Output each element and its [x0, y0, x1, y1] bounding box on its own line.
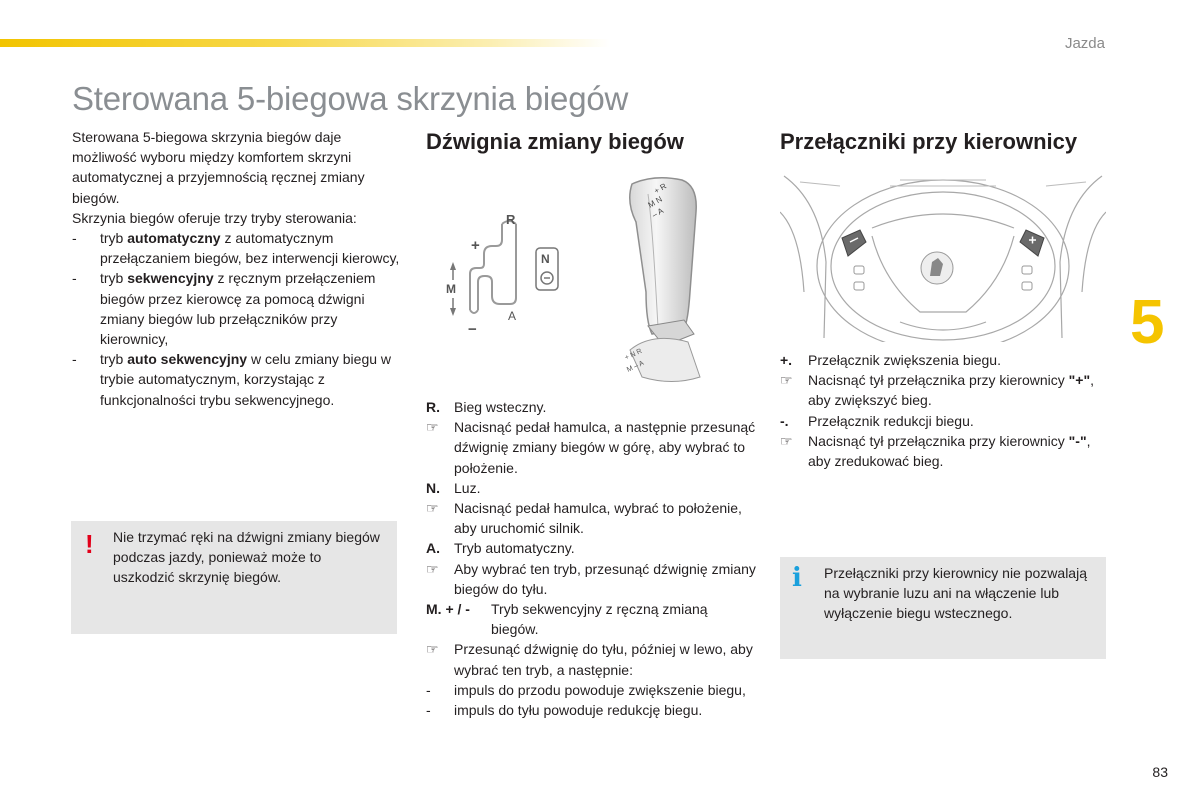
list-item: - impuls do tyłu powoduje redukcję biegu.	[426, 702, 703, 719]
gate-label-a: A	[508, 309, 517, 323]
intro-column	[72, 127, 402, 410]
info-box	[780, 557, 1106, 659]
lever-column	[426, 127, 758, 157]
paddles-heading: Przełączniki przy kierownicy	[780, 129, 1078, 154]
header-accent-bar	[0, 39, 610, 47]
paddles-column	[780, 127, 1110, 157]
list-marker: -	[72, 351, 77, 368]
gate-label-plus: +	[471, 237, 480, 254]
list-marker: -	[72, 230, 77, 247]
lever-instructions	[426, 397, 758, 720]
gate-label-n: N	[541, 252, 550, 266]
up-arrow-icon	[450, 262, 456, 270]
mode-item: - tryb automatyczny z automatycznym przełączaniem biegów, bez interwencji kierowcy,	[72, 230, 400, 267]
svg-text:– A: – A	[650, 206, 666, 220]
lever-heading: Dźwignia zmiany biegów	[426, 129, 684, 154]
gate-label-m: M	[446, 282, 456, 296]
steering-wheel-illustration	[780, 172, 1106, 342]
list-item: N. Luz.	[426, 479, 481, 496]
gear-gate-diagram	[440, 210, 570, 330]
svg-text:+ N R: + N R	[623, 347, 644, 362]
page-title: Sterowana 5-biegowa skrzynia biegów	[72, 80, 629, 117]
gate-label-minus: −	[468, 321, 477, 330]
warning-box	[71, 521, 397, 634]
list-item: +. Przełącznik zwiększenia biegu.	[780, 352, 1001, 368]
list-item: ☞ Nacisnąć pedał hamulca, a następnie przesunąć dźwignię zmiany biegów w górę, aby wybrać to położenie.	[426, 419, 756, 476]
list-item: ☞ Przesunąć dźwignię do tyłu, później w lewo, aby wybrać ten tryb, a następnie:	[426, 641, 753, 678]
exclamation-icon: !	[85, 529, 94, 559]
svg-text:+ R: + R	[652, 181, 668, 196]
info-icon: i	[792, 563, 802, 593]
list-item: ☞ Nacisnąć tył przełącznika przy kierownicy "+", aby zwiększyć bieg.	[780, 372, 1094, 409]
list-item: -. Przełącznik redukcji biegu.	[780, 412, 974, 429]
info-text: Przełączniki przy kierownicy nie pozwalają na wybranie luzu ani na włączenie lub wyłączenie biegu wstecznego.	[824, 565, 1087, 622]
down-arrow-icon	[450, 308, 456, 316]
gear-lever-illustration	[612, 172, 702, 387]
section-label: Jazda	[1064, 35, 1105, 52]
list-item: ☞ Aby wybrać ten tryb, przesunąć dźwignię zmiany biegów do tyłu.	[426, 560, 756, 597]
list-item: R. Bieg wsteczny.	[426, 399, 547, 415]
gate-label-r: R	[506, 212, 516, 227]
list-item: - impuls do przodu powoduje zwiększenie biegu,	[426, 681, 746, 698]
mode-item: - tryb auto sekwencyjny w celu zmiany biegu w trybie automatycznym, korzystając z funkcjonalności trybu sekwencyjnego.	[72, 351, 392, 408]
chapter-number: 5	[1130, 288, 1165, 357]
svg-text:M – A: M – A	[625, 359, 646, 374]
paddles-instructions	[780, 350, 1110, 471]
list-item: A. Tryb automatyczny.	[426, 540, 575, 557]
list-item: ☞ Nacisnąć tył przełącznika przy kierownicy "-", aby zredukować bieg.	[780, 432, 1091, 470]
list-item: ☞ Nacisnąć pedał hamulca, wybrać to położenie, aby uruchomić silnik.	[426, 500, 742, 537]
intro-modes-lead: Skrzynia biegów oferuje trzy tryby sterowania:	[72, 209, 357, 226]
intro-paragraph: Sterowana 5-biegowa skrzynia biegów daje możliwość wyboru między komfortem skrzyni automatycznej a przyjemnością ręcznej zmiany biegów.	[72, 129, 365, 206]
warning-text: Nie trzymać ręki na dźwigni zmiany biegów podczas jazdy, ponieważ może to uszkodzić skrzynię biegów.	[113, 529, 380, 586]
page-number: 83	[1152, 764, 1168, 780]
mode-item: - tryb sekwencyjny z ręcznym przełączeniem biegów przez kierowcę za pomocą dźwigni zmiany biegów lub przełączników przy kierownicy,	[72, 270, 376, 348]
list-marker: -	[72, 270, 77, 287]
list-item: M. + / - Tryb sekwencyjny z ręczną zmianą biegów.	[426, 601, 708, 638]
svg-text:M N: M N	[646, 194, 664, 210]
